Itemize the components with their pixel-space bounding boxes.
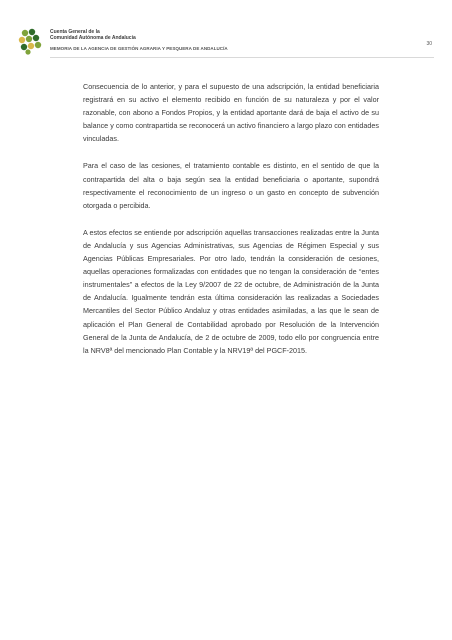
org-line-2: Comunidad Autónoma de Andalucía bbox=[50, 35, 136, 41]
junta-andalucia-logo-icon bbox=[18, 27, 46, 55]
document-title: MEMORIA DE LA AGENCIA DE GESTIÓN AGRARIA Y PESQUERA DE ANDALUCÍA bbox=[50, 46, 228, 51]
organization-name bbox=[50, 29, 136, 41]
paragraph-3: A estos efectos se entiende por adscripción aquellas transacciones realizadas entre la Junta de Andalucía y sus Agencias Administrativas, sus Agencias de Régimen Especial y sus Agencias Públicas Empresariales. Por otro lado, tendrán la consideración de cesiones, aquellas operaciones formalizadas con entidades que no tengan la consideración de “entes instrumentales” a efectos de la Ley 9/2007 de 22 de octubre, de Administración de la Junta de Andalucía. Igualmente tendrán esta última consideración las realizadas a Sociedades Mercantiles del Sector Público Andaluz y otras entidades asimiladas, a las que le sean de aplicación el Plan General de Contabilidad aprobado por Resolución de la Intervención General de la Junta de Andalucía, de 2 de octubre de 2009, todo ello por congruencia entre la NRV8ª del mencionado Plan Contable y la NRV19ª del PGCF-2015. bbox=[83, 227, 379, 355]
org-line-1: Cuenta General de la bbox=[50, 29, 100, 35]
page-number: 30 bbox=[426, 41, 432, 47]
header-divider bbox=[50, 57, 434, 58]
paragraph-2: Para el caso de las cesiones, el tratamiento contable es distinto, en el sentido de que la contrapartida del alta o baja según sea la entidad beneficiaria o aportante, supondrá respectivamente el reconocimiento de un ingreso o un gasto en concepto de subvención otorgada o percibida. bbox=[83, 161, 379, 210]
paragraph-1: Consecuencia de lo anterior, y para el supuesto de una adscripción, la entidad beneficiaria registrará en su activo el elemento recibido en función de su naturaleza y por el valor razonable, con abono a Fondos Propios, y la entidad aportante dará de baja el activo de su balance y como contrapartida se reconocerá un activo financiero a largo plazo con entidades vinculadas. bbox=[83, 82, 379, 144]
page-body bbox=[83, 80, 379, 371]
page-header bbox=[18, 27, 434, 63]
